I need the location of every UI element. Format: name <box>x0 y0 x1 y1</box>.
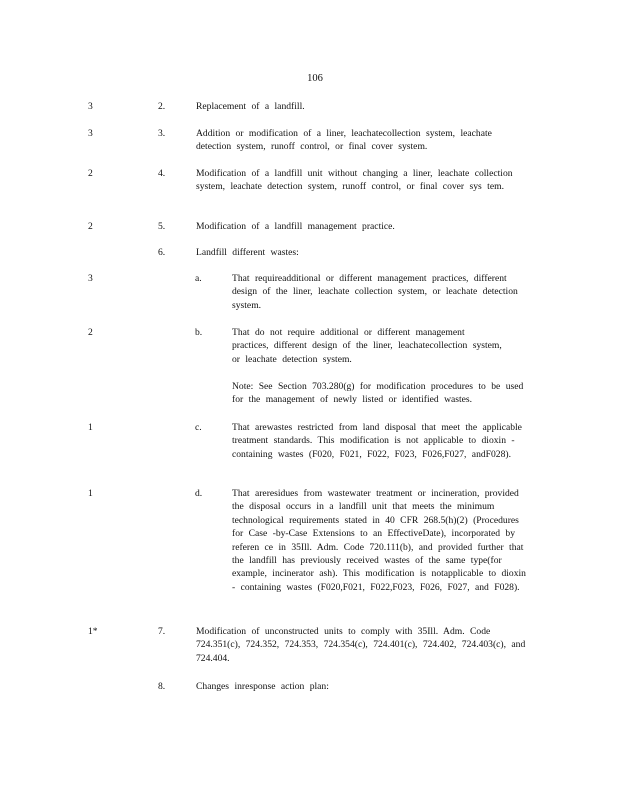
class-label: 3 <box>88 128 93 139</box>
subitem-text: That arewastes restricted from land disposal that meet the applicable treatment standards. This modification is not applicable to dioxin -containing wastes (F020, F021, F022, F023, F026,F027, andF028). <box>232 422 522 460</box>
subitem-letter: d. <box>195 488 203 499</box>
subitem-letter: a. <box>195 273 202 284</box>
class-label: 2 <box>88 327 93 338</box>
item-text: Modification of a landfill unit without changing a liner, leachate collection system, leachate detection system, runoff control, or final cover sys tem. <box>196 168 513 193</box>
item-text: Modification of a landfill management practice. <box>196 221 395 232</box>
subitem-letter: c. <box>195 422 202 433</box>
item-number: 7. <box>158 626 166 637</box>
page-number: 106 <box>307 73 323 84</box>
item-text: Addition or modification of a liner, leachatecollection system, leachate detection system, runoff control, or final cover system. <box>196 128 492 153</box>
class-label: 1 <box>88 488 93 499</box>
class-label: 3 <box>88 101 93 112</box>
item-number: 4. <box>158 168 166 179</box>
subitem-text: That do not require additional or different management practices, different design of the liner, leachatecollection system, or leachate detection system. <box>232 327 502 365</box>
class-label: 1 <box>88 422 93 433</box>
subitem-text: That areresidues from wastewater treatment or incineration, provided the disposal occurs in a landfill unit that meets the minimum technological requirements stated in 40 CFR 268.5(h)(2) (Procedures for Case -by-Case Extensions to an EffectiveDate), incorporated by referen ce in 35Ill. Adm. Code 720.111(b), and provided further that the landfill has previously received wastes of the same type(for example, incinerator ash). This modification is notapplicable to dioxin - containing wastes (F020,F021, F022,F023, F026, F027, and F028). <box>232 488 526 593</box>
class-label: 2 <box>88 168 93 179</box>
item-number: 5. <box>158 221 166 232</box>
item-number: 6. <box>158 247 166 258</box>
class-label: 1* <box>88 626 98 637</box>
item-text: Modification of unconstructed units to comply with 35Ill. Adm. Code 724.351(c), 724.352, 724.353, 724.354(c), 724.401(c), 724.402, 724.403(c), and 724.404. <box>196 626 526 664</box>
item-text: Changes inresponse action plan: <box>196 681 329 692</box>
subitem-text: That requireadditional or different management practices, different design of the liner, leachate collection system, or leachate detection system. <box>232 273 518 311</box>
class-label: 3 <box>88 273 93 284</box>
item-number: 3. <box>158 128 166 139</box>
note-text: Note: See Section 703.280(g) for modification procedures to be used for the management of newly listed or identified wastes. <box>232 381 524 406</box>
item-text: Replacement of a landfill. <box>196 101 305 112</box>
item-number: 8. <box>158 681 166 692</box>
subitem-letter: b. <box>195 327 203 338</box>
item-number: 2. <box>158 101 166 112</box>
class-label: 2 <box>88 221 93 232</box>
item-text: Landfill different wastes: <box>196 247 299 258</box>
